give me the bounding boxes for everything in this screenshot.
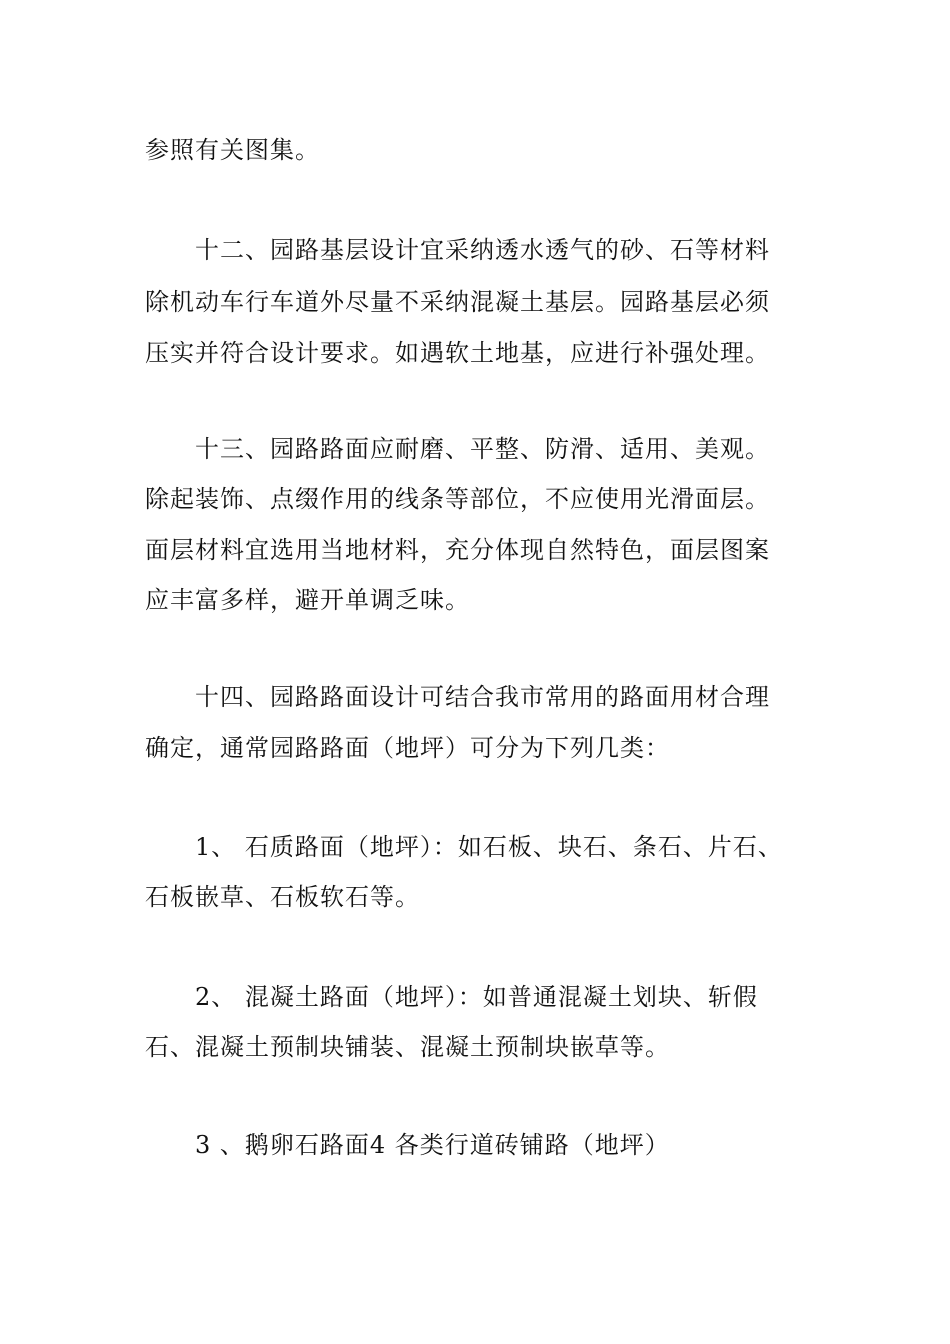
paragraph-line: 3 、鹅卵石路面4 各类行道砖铺路（地坪） xyxy=(195,1131,670,1159)
paragraph-line: 除机动车行车道外尽量不采纳混凝土基层。园路基层必须 xyxy=(145,288,770,316)
paragraph-line: 面层材料宜选用当地材料，充分体现自然特色，面层图案 xyxy=(145,536,770,564)
paragraph-line: 应丰富多样，避开单调乏味。 xyxy=(145,586,470,614)
paragraph-line: 2、 混凝土路面（地坪）：如普通混凝土划块、斩假 xyxy=(195,983,758,1011)
paragraph-line: 石、混凝土预制块铺装、混凝土预制块嵌草等。 xyxy=(145,1033,670,1061)
paragraph-line: 确定，通常园路路面（地坪）可分为下列几类： xyxy=(145,734,670,762)
paragraph-line: 参照有关图集。 xyxy=(145,136,320,164)
paragraph-line: 十三、园路路面应耐磨、平整、防滑、适用、美观。 xyxy=(195,435,770,463)
paragraph-line: 十四、园路路面设计可结合我市常用的路面用材合理 xyxy=(195,683,770,711)
paragraph-line: 1、 石质路面（地坪）：如石板、块石、条石、片石、 xyxy=(195,833,783,861)
paragraph-line: 除起装饰、点缀作用的线条等部位，不应使用光滑面层。 xyxy=(145,485,770,513)
paragraph-line: 石板嵌草、石板软石等。 xyxy=(145,883,420,911)
paragraph-line: 十二、园路基层设计宜采纳透水透气的砂、石等材料 xyxy=(195,236,770,264)
paragraph-line: 压实并符合设计要求。如遇软土地基，应进行补强处理。 xyxy=(145,339,770,367)
